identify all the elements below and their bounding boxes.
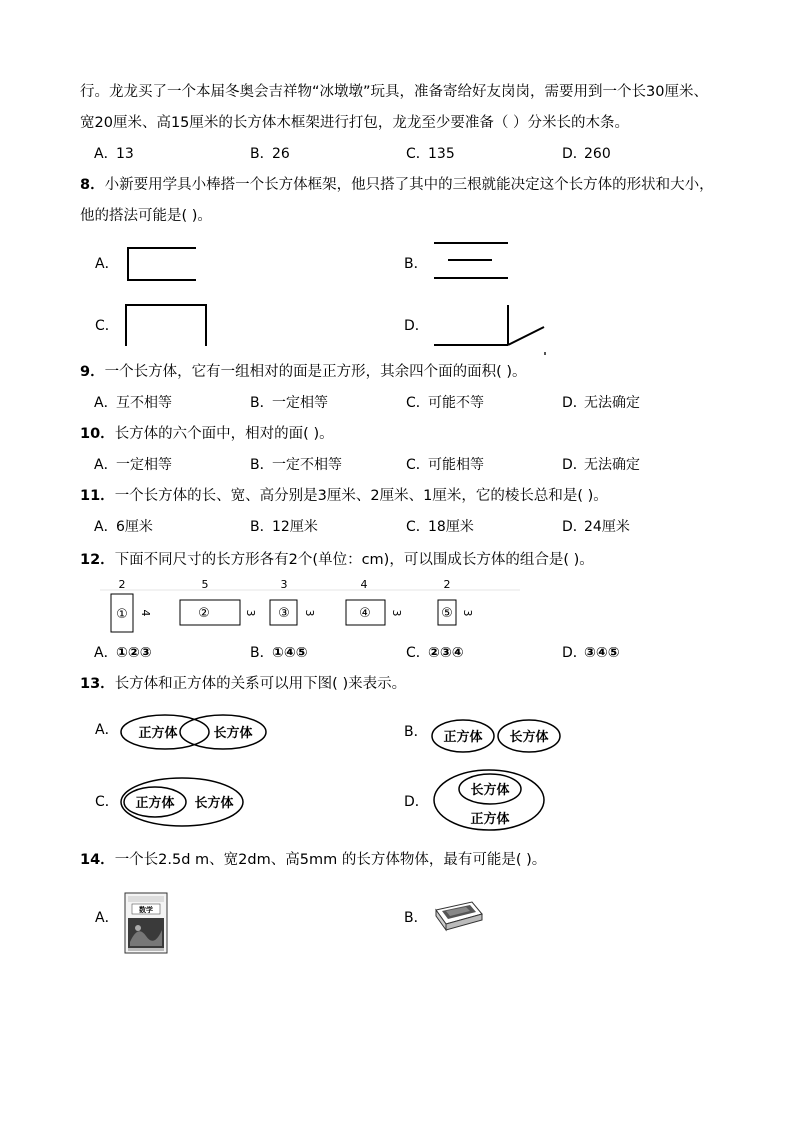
q9-option-a[interactable]: A．互不相等 xyxy=(94,395,172,411)
q12-rect-2 xyxy=(180,578,257,625)
q14-book-title: 数学 xyxy=(139,906,153,914)
q12-rect-1-top: 2 xyxy=(118,578,126,591)
q13-a-square-label: 正方体 xyxy=(138,726,178,741)
q11-option-c[interactable]: C．18厘米 xyxy=(406,519,474,535)
q10-option-d[interactable]: D．无法确定 xyxy=(562,457,640,473)
q10-option-a[interactable]: A．一定相等 xyxy=(94,457,172,473)
q12-rect-3-side: 3 xyxy=(303,609,316,617)
q7-option-d[interactable]: D．260 xyxy=(562,146,611,162)
q9-option-c[interactable]: C．可能不等 xyxy=(406,395,484,411)
q12-option-d[interactable]: D．③④⑤ xyxy=(562,645,620,661)
q13-diagram-d xyxy=(432,768,548,832)
q13-diagram-b xyxy=(430,716,570,756)
q12-rect-1-side: 4 xyxy=(139,609,152,617)
q13-b-cuboid-label: 长方体 xyxy=(509,730,549,745)
q12-rect-3-label: ③ xyxy=(278,606,290,621)
q7-option-c[interactable]: C．135 xyxy=(406,146,455,162)
q13-option-b-label[interactable]: B． xyxy=(404,724,428,740)
q12-option-a[interactable]: A．①②③ xyxy=(94,645,152,661)
q7-line2: 宽20厘米、高15厘米的长方体木框架进行打包，龙龙至少要准备（ ）分米长的木条。 xyxy=(80,115,630,131)
q13-option-d-label[interactable]: D． xyxy=(404,794,429,810)
q13-d-square-label: 正方体 xyxy=(470,812,510,827)
q8-number: 8． xyxy=(80,177,105,193)
q9-options xyxy=(94,393,734,413)
q12-rect-5 xyxy=(438,578,474,625)
q13-option-c-label[interactable]: C． xyxy=(95,794,119,810)
q13-option-a-label[interactable]: A． xyxy=(95,722,119,738)
q12-rect-2-side: 3 xyxy=(244,609,257,617)
q13-diagram-c xyxy=(118,776,248,830)
q12-option-b[interactable]: B．①④⑤ xyxy=(250,645,308,661)
q13-diagram-a xyxy=(120,712,280,752)
q11-stem: 11．一个长方体的长、宽、高分别是3厘米、2厘米、1厘米，它的棱长总和是( )。 xyxy=(80,488,608,504)
q9-option-d[interactable]: D．无法确定 xyxy=(562,395,640,411)
q8-figure-a xyxy=(120,244,200,284)
q8-option-c-label[interactable]: C． xyxy=(95,318,119,334)
q12-rect-1 xyxy=(111,578,152,632)
q12-rect-2-top: 5 xyxy=(201,578,209,591)
q14-option-b-label[interactable]: B． xyxy=(404,910,428,926)
q9-stem: 9．一个长方体，它有一组相对的面是正方形，其余四个面的面积( )。 xyxy=(80,364,527,380)
q11-option-d[interactable]: D．24厘米 xyxy=(562,519,630,535)
q13-d-cuboid-label: 长方体 xyxy=(470,783,510,798)
q8-figure-d xyxy=(430,300,550,356)
q12-rect-4-top: 4 xyxy=(360,578,368,591)
q8-line2: 他的搭法可能是( )。 xyxy=(80,208,212,224)
q12-rect-3 xyxy=(270,578,316,625)
q7-options xyxy=(94,144,734,164)
q12-rectangles-figure xyxy=(100,578,520,638)
q14-math-book-image xyxy=(124,892,170,956)
q13-c-square-label: 正方体 xyxy=(135,796,175,811)
q13-b-square-label: 正方体 xyxy=(443,730,483,745)
q7-line1: 行。龙龙买了一个本届冬奥会吉祥物“冰墩墩”玩具，准备寄给好友岗岗，需要用到一个长30厘米、 xyxy=(80,84,708,100)
q9-option-b[interactable]: B．一定相等 xyxy=(250,395,328,411)
q12-rect-4-label: ④ xyxy=(359,606,371,621)
q12-rect-5-label: ⑤ xyxy=(441,606,453,621)
q11-option-a[interactable]: A．6厘米 xyxy=(94,519,153,535)
q8-figure-b xyxy=(430,238,520,286)
q11-option-b[interactable]: B．12厘米 xyxy=(250,519,318,535)
q10-option-b[interactable]: B．一定不相等 xyxy=(250,457,342,473)
q14-stem: 14．一个长2.5d m、宽2dm、高5mm 的长方体物体，最有可能是( )。 xyxy=(80,852,547,868)
q12-option-c[interactable]: C．②③④ xyxy=(406,645,464,661)
q8-figure-c xyxy=(118,300,218,350)
q12-options xyxy=(94,643,734,663)
q8-option-d-label[interactable]: D． xyxy=(404,318,429,334)
q13-stem: 13．长方体和正方体的关系可以用下图( )来表示。 xyxy=(80,676,407,692)
q8-line1: 8．小新要用学具小棒搭一个长方体框架，他只搭了其中的三根就能决定这个长方体的形状和大小， xyxy=(80,177,714,193)
q14-option-a-label[interactable]: A． xyxy=(95,910,119,926)
q12-rect-2-label: ② xyxy=(198,606,210,621)
q10-option-c[interactable]: C．可能相等 xyxy=(406,457,484,473)
q8-option-b-label[interactable]: B． xyxy=(404,256,428,272)
q10-stem: 10．长方体的六个面中，相对的面( )。 xyxy=(80,426,334,442)
q12-rect-5-side: 3 xyxy=(461,609,474,617)
q13-a-cuboid-label: 长方体 xyxy=(213,726,253,741)
q12-rect-4 xyxy=(346,578,403,625)
q12-rect-5-top: 2 xyxy=(443,578,451,591)
q7-option-b[interactable]: B．26 xyxy=(250,146,290,162)
q8-option-a-label[interactable]: A． xyxy=(95,256,119,272)
q10-options xyxy=(94,455,734,475)
q12-rect-1-label: ① xyxy=(116,607,128,622)
q7-option-a[interactable]: A．13 xyxy=(94,146,134,162)
q12-rect-3-top: 3 xyxy=(280,578,288,591)
q13-c-cuboid-label: 长方体 xyxy=(194,796,234,811)
q12-rect-4-side: 3 xyxy=(390,609,403,617)
q14-eraser-image xyxy=(432,900,486,936)
q11-options xyxy=(94,517,734,537)
q12-stem: 12．下面不同尺寸的长方形各有2个(单位：cm)，可以围成长方体的组合是( )。 xyxy=(80,552,594,568)
